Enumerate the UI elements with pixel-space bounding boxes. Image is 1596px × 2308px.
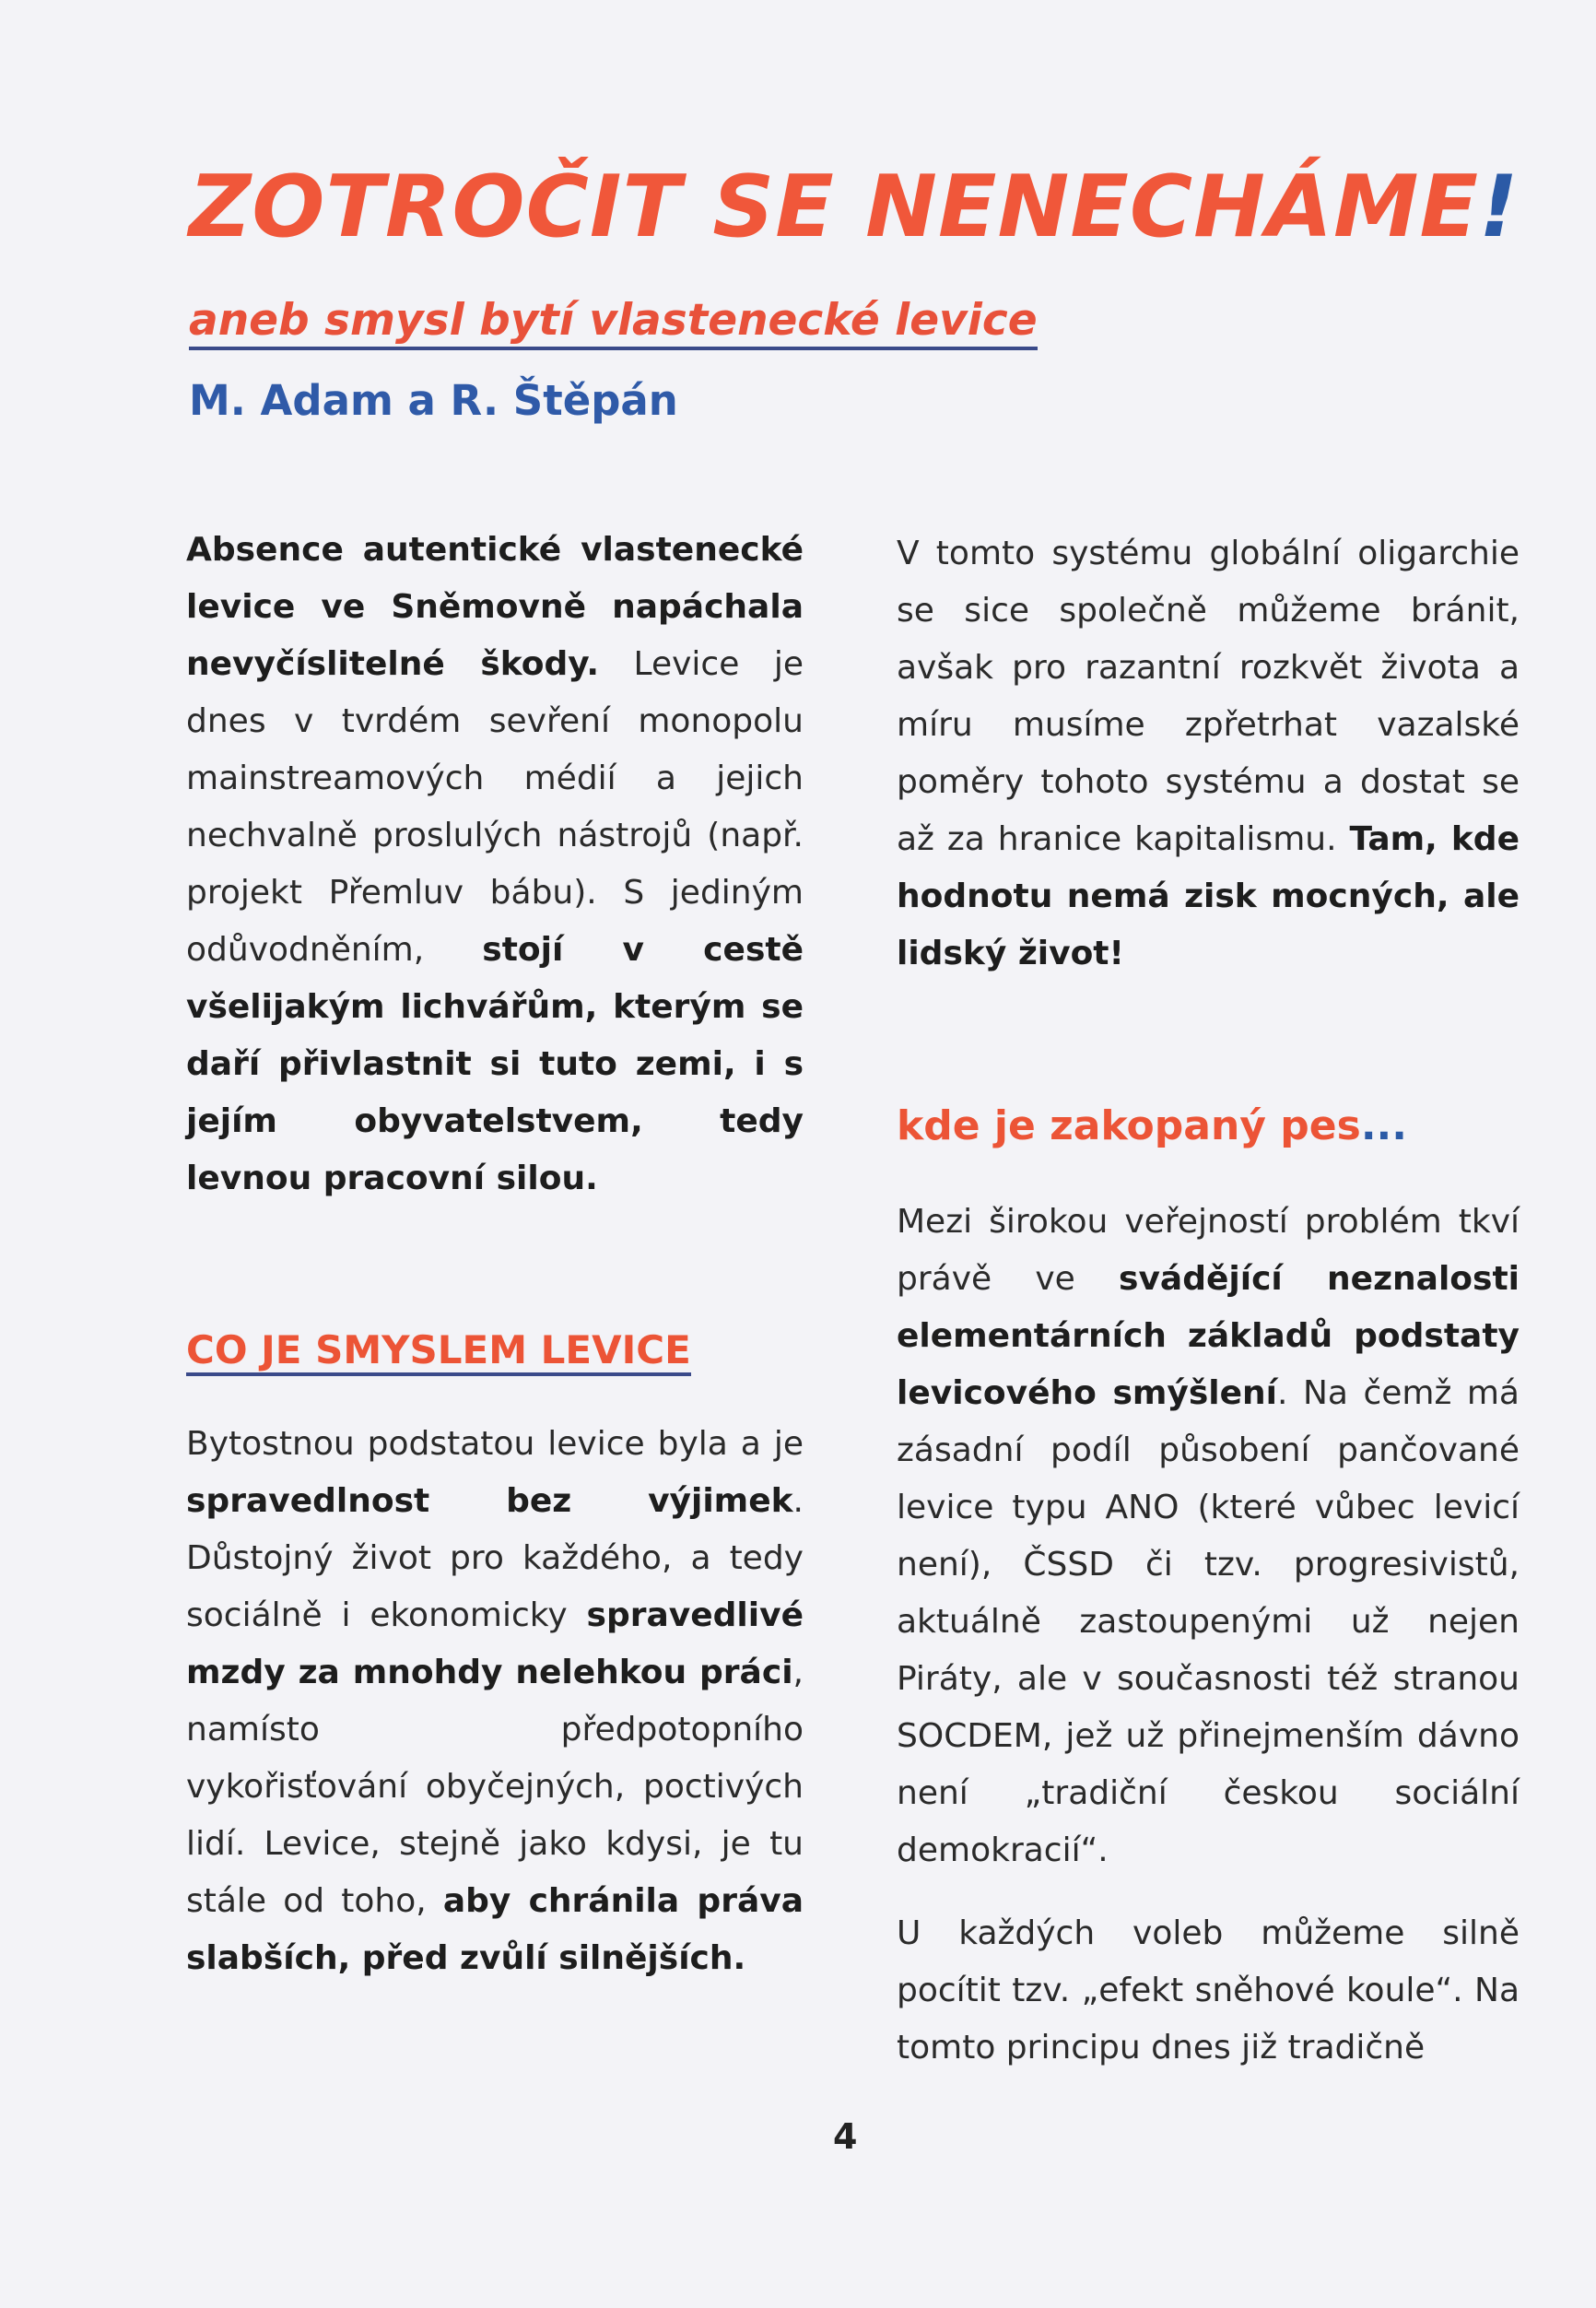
body-text: . Na čemž má zásadní podíl působení pančované levice typu ANO (které vůbec levicí není), ČSSD či tzv. progresivistů, aktuálně zastoupenými už nejen Piráty, ale v současnosti též stranou SOCDEM, jež už přinejmenším dávno není „tradiční českou sociální demokracií“. [897, 1374, 1520, 1869]
right-paragraph-3: U každých voleb můžeme silně pocítit tzv. „efekt sněhové koule“. Na tomto principu dnes již tradičně [897, 1914, 1520, 2067]
bold-text: Absence autentické vlastenecké levice ve Sněmovně napáchala nevyčíslitelné škody. [186, 531, 804, 683]
section-heading-zakopany-pes [897, 1102, 1407, 1149]
heading-text: kde je zakopaný pes [897, 1102, 1361, 1149]
body-text: V tomto systému globální oligarchie se sice společně můžeme bránit, avšak pro razantní rozkvět života a míru musíme zpřetrhat vazalské poměry tohoto systému a dostat se až za hranice kapitalismu. [897, 535, 1520, 858]
page-number: 4 [833, 2116, 858, 2157]
right-column [897, 525, 1520, 983]
title-text: ZOTROČIT SE NENECHÁME [189, 157, 1480, 256]
title-exclamation: ! [1479, 157, 1520, 256]
bold-text: stojí v cestě všelijakým lichvářům, kterým se daří přivlastnit si tuto zemi, i s jejím obyvatelstvem, tedy levnou pracovní silou. [186, 931, 804, 1197]
right-paragraph-1 [897, 525, 1520, 983]
bold-text: Tam, kde hodnotu nemá zisk mocných, ale lidský život! [897, 820, 1520, 972]
body-text: Bytostnou podstatou levice byla a je [186, 1425, 804, 1463]
body-text: Mezi širokou veřejností problém tkví právě ve [897, 1203, 1520, 1298]
bold-text: spravedlivé mzdy za mnohdy nelehkou práci [186, 1596, 804, 1691]
bold-text: aby chránila práva slabších, před zvůlí silnějších. [186, 1882, 804, 1977]
bold-text: spravedlnost bez výjimek [186, 1482, 793, 1520]
body-text: , namísto předpotopního vykořisťování obyčejných, poctivých lidí. Levice, stejně jako kdysi, je tu stále od toho, [186, 1654, 804, 1920]
left-paragraph-2 [186, 1416, 804, 1987]
bold-text: svádějící neznalosti elementárních základů podstaty levicového smýšlení [897, 1260, 1520, 1412]
body-text: . Důstojný život pro každého, a tedy sociálně i ekonomicky [186, 1482, 804, 1634]
article-subtitle: aneb smysl bytí vlastenecké levice [189, 295, 1038, 350]
left-paragraph-1 [186, 522, 804, 1207]
article-authors: M. Adam a R. Štěpán [189, 376, 678, 425]
right-column-lower [897, 1194, 1520, 2077]
article-title [189, 157, 1520, 256]
heading-dots: ... [1360, 1102, 1407, 1149]
body-text: Levice je dnes v tvrdém sevření monopolu mainstreamových médií a jejich nechvalně proslulých nástrojů (např. projekt Přemluv bábu). S jediným odůvodněním, [186, 645, 804, 969]
section-heading-smysl-levice: CO JE SMYSLEM LEVICE [186, 1327, 691, 1376]
left-column-lower [186, 1416, 804, 1987]
right-paragraph-2 [897, 1194, 1520, 1879]
left-column [186, 522, 804, 1207]
